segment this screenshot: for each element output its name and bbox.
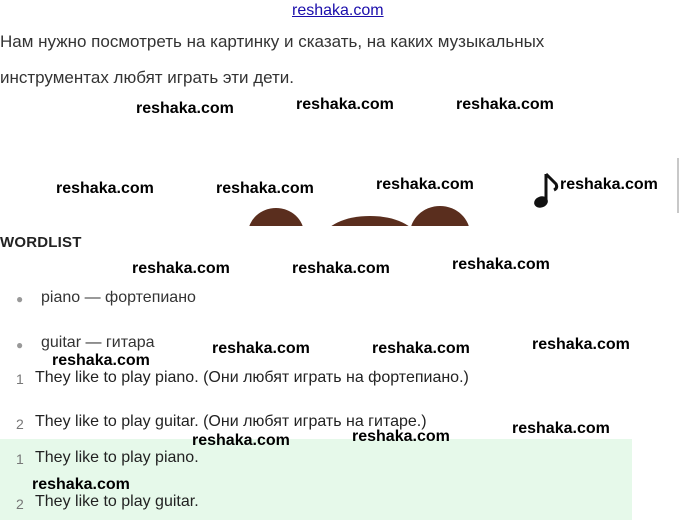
bullet-icon: ● [16,292,24,306]
answer-number: 1 [16,451,24,467]
watermark: reshaka.com [296,96,394,113]
wordlist-item-piano: piano — фортепиано [41,289,196,306]
watermark: reshaka.com [452,256,550,273]
watermark: reshaka.com [56,180,154,197]
answer-number: 2 [16,416,24,432]
children-illustration [240,200,480,226]
watermark: reshaka.com [52,352,150,369]
site-link[interactable]: reshaka.com [292,2,384,19]
watermark: reshaka.com [532,336,630,353]
watermark: reshaka.com [560,176,658,193]
task-text-line-2: инструментах любят играть эти дети. [0,68,295,87]
watermark: reshaka.com [216,180,314,197]
music-note-icon [532,172,560,217]
watermark: reshaka.com [372,340,470,357]
answer-number: 2 [16,496,24,512]
watermark: reshaka.com [32,476,130,493]
watermark: reshaka.com [376,176,474,193]
scrollbar[interactable] [677,158,679,213]
watermark: reshaka.com [192,432,290,449]
answer-short-2: They like to play guitar. [35,493,199,510]
watermark: reshaka.com [212,340,310,357]
bullet-icon: ● [16,338,24,352]
watermark: reshaka.com [292,260,390,277]
answer-full-1: They like to play piano. (Они любят играть на фортепиано.) [35,369,469,386]
answer-full-2: They like to play guitar. (Они любят играть на гитаре.) [35,413,427,430]
wordlist-item-guitar: guitar — гитара [41,334,155,351]
watermark: reshaka.com [456,96,554,113]
answer-short-1: They like to play piano. [35,449,199,466]
wordlist-title: WORDLIST [0,234,82,251]
watermark: reshaka.com [132,260,230,277]
watermark: reshaka.com [136,100,234,117]
task-text-line-1: Нам нужно посмотреть на картинку и сказать, на каких музыкальных [0,32,545,51]
answer-number: 1 [16,371,24,387]
watermark: reshaka.com [352,428,450,445]
watermark: reshaka.com [512,420,610,437]
